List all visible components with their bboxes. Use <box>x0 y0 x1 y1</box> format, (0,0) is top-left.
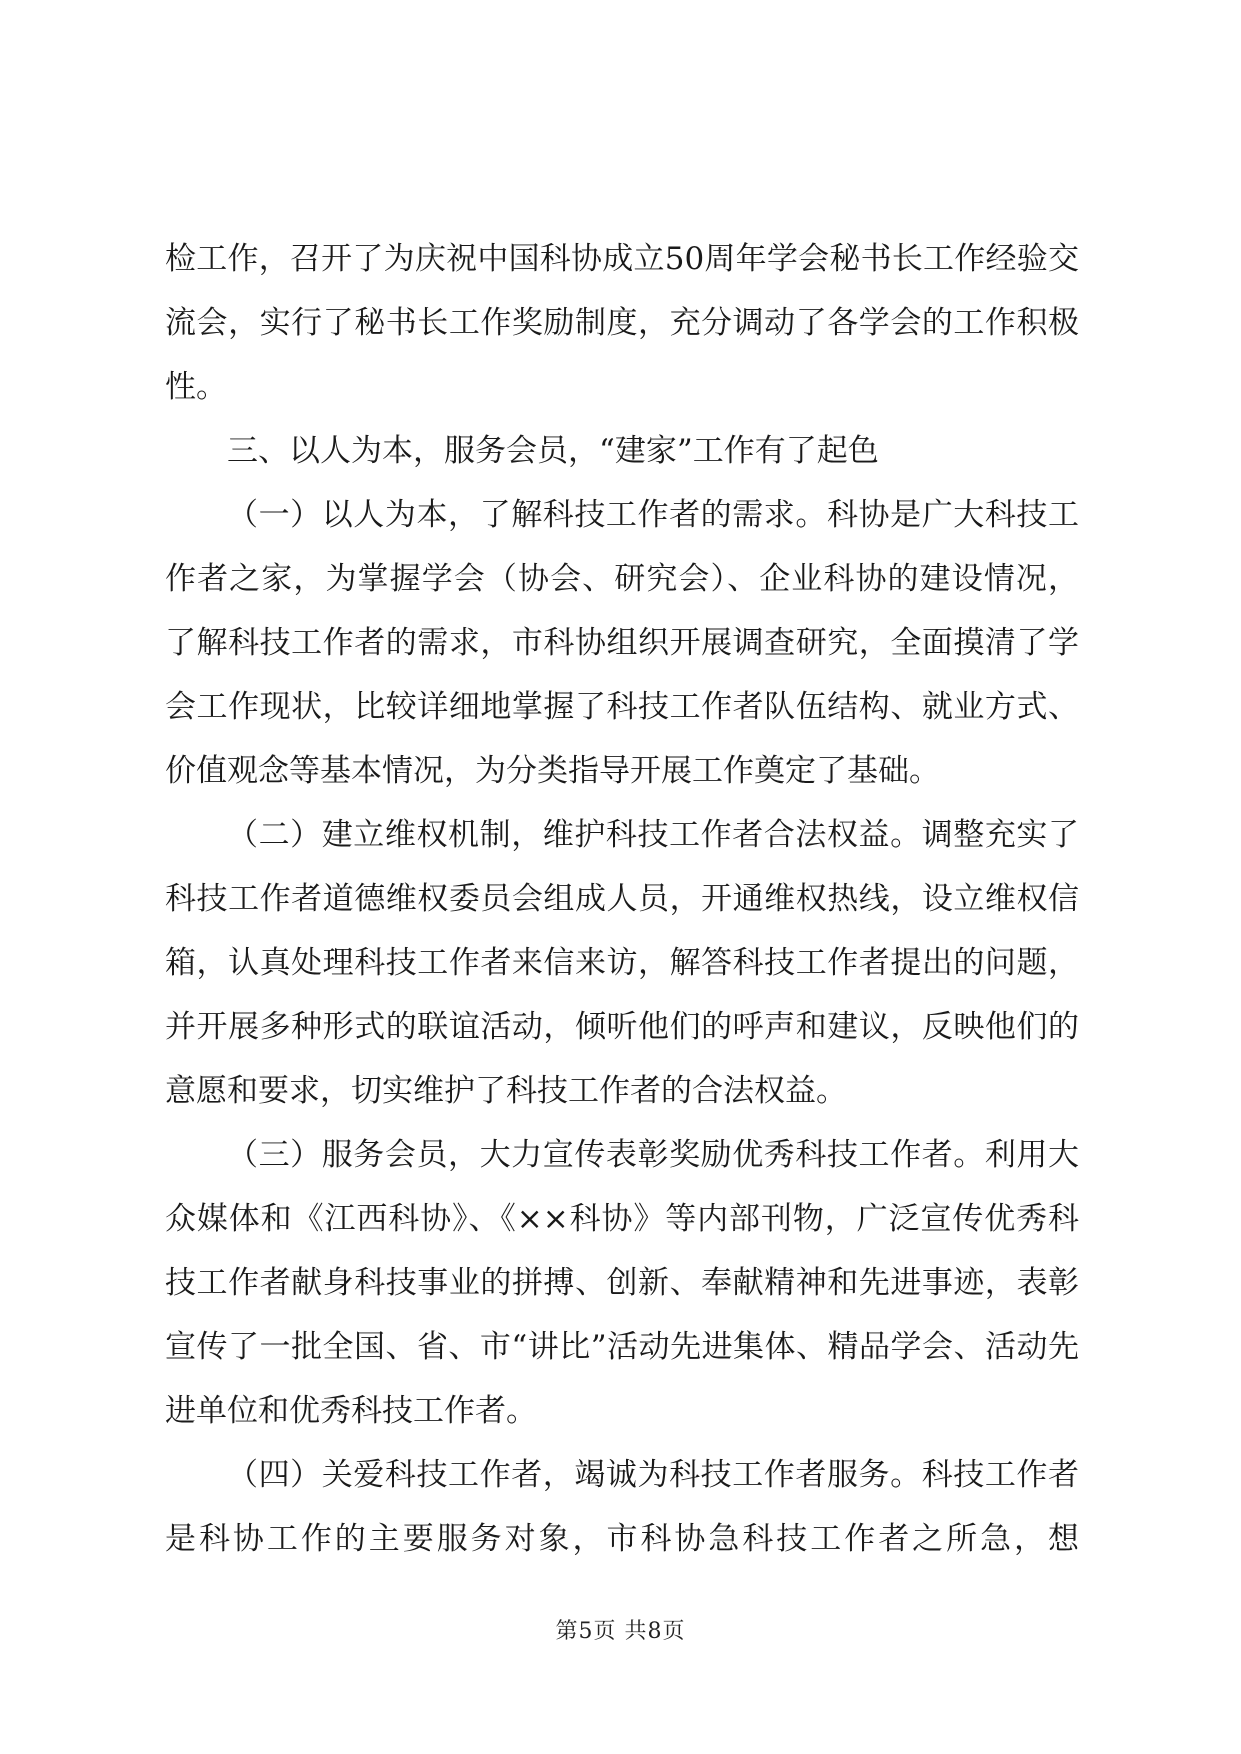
page-number-footer: 第5页 共8页 <box>555 1619 686 1644</box>
paragraph-continuation: 检工作，召开了为庆祝中国科协成立50周年学会秘书长工作经验交流会，实行了秘书长工作奖励制度，充分调动了各学会的工作积极性。 <box>165 241 1079 405</box>
section-heading: 三、以人为本，服务会员，“建家”工作有了起色 <box>227 433 879 469</box>
document-body <box>165 227 1079 1571</box>
paragraph-commendation: （三）服务会员，大力宣传表彰奖励优秀科技工作者。利用大众媒体和《江西科协》、《××科协》等内部刊物，广泛宣传优秀科技工作者献身科技事业的拼搏、创新、奉献精神和先进事迹，表彰宣传了一批全国、省、市“讲比”活动先进集体、精品学会、活动先进单位和优秀科技工作者。 <box>165 1137 1079 1429</box>
paragraph-care-service: （四）关爱科技工作者，竭诚为科技工作者服务。科技工作者是科协工作的主要服务对象，市科协急科技工作者之所急，想 <box>165 1457 1079 1557</box>
paragraph-rights-protection: （二）建立维权机制，维护科技工作者合法权益。调整充实了科技工作者道德维权委员会组成人员，开通维权热线，设立维权信箱，认真处理科技工作者来信来访，解答科技工作者提出的问题，并开展多种形式的联谊活动，倾听他们的呼声和建议，反映他们的意愿和要求，切实维护了科技工作者的合法权益。 <box>165 817 1079 1109</box>
paragraph-understand-needs: （一）以人为本，了解科技工作者的需求。科协是广大科技工作者之家，为掌握学会（协会、研究会）、企业科协的建设情况，了解科技工作者的需求，市科协组织开展调查研究，全面摸清了学会工作现状，比较详细地掌握了科技工作者队伍结构、就业方式、价值观念等基本情况，为分类指导开展工作奠定了基础。 <box>165 497 1079 789</box>
